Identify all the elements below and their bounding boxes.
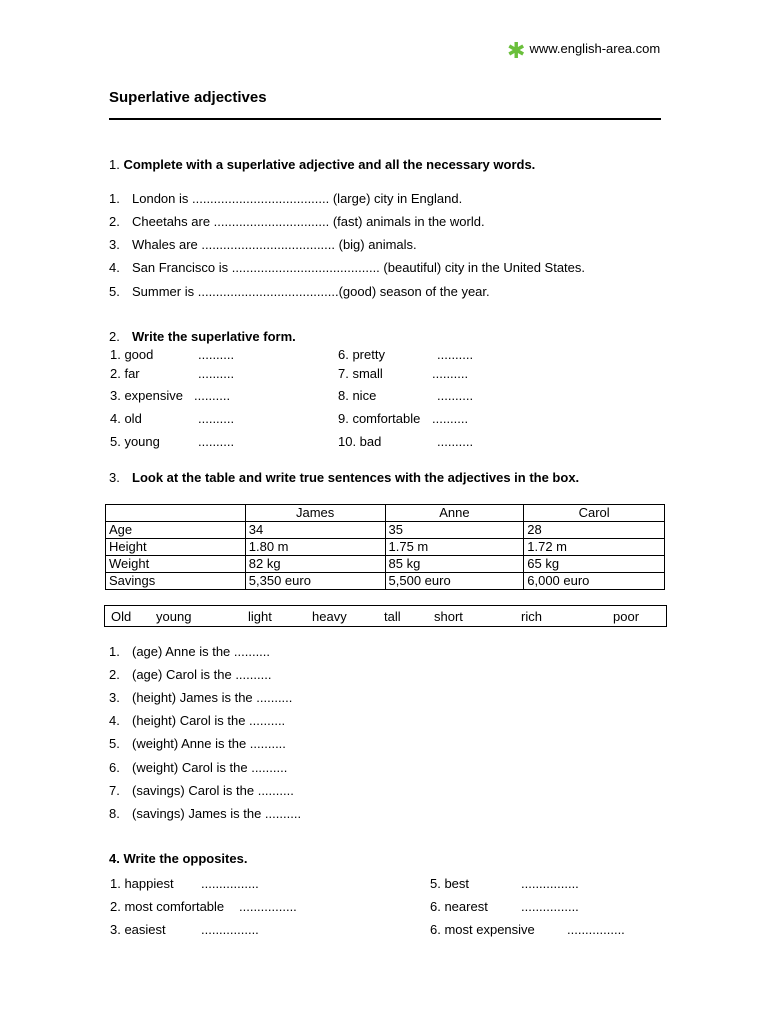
box-word: short xyxy=(434,609,463,624)
table-cell: 1.72 m xyxy=(524,539,665,556)
ex2-blank: .......... xyxy=(437,347,474,362)
table-cell: 35 xyxy=(385,522,524,539)
table-cell: 65 kg xyxy=(524,556,665,573)
ex4-blank: ................ xyxy=(239,899,297,914)
ex3-instruction: Look at the table and write true sentences with the adjectives in the box. xyxy=(132,470,580,485)
box-word: young xyxy=(156,609,192,624)
ex2-word: 6. pretty xyxy=(338,347,385,362)
word-box xyxy=(104,605,667,627)
ex1-item: 4. San Francisco is ......................................... (beautiful) city in the United States. xyxy=(109,260,586,275)
table-cell: 6,000 euro xyxy=(524,573,665,590)
page-title: Superlative adjectives xyxy=(109,89,267,106)
ex2-word: 3. expensive xyxy=(110,388,183,403)
ex2-blank: .......... xyxy=(198,366,235,381)
ex4-blank: ................ xyxy=(201,876,259,891)
ex2-word: 8. nice xyxy=(338,388,377,403)
ex2-heading: 2. Write the superlative form. xyxy=(109,329,296,344)
table-row xyxy=(106,522,665,539)
table-row xyxy=(106,539,665,556)
box-word: tall xyxy=(384,609,401,624)
ex4-word: 6. most expensive xyxy=(430,922,535,937)
box-word: rich xyxy=(521,609,542,624)
ex1-item: 5. Summer is .......................................(good) season of the year. xyxy=(109,284,490,299)
ex2-word: 9. comfortable xyxy=(338,411,421,426)
ex2-blank: .......... xyxy=(432,366,469,381)
ex1-heading: 1. Complete with a superlative adjective and all the necessary words. xyxy=(109,157,536,172)
site-url: www.english-area.com xyxy=(529,41,661,56)
table-cell: 85 kg xyxy=(385,556,524,573)
ex1-instruction: Complete with a superlative adjective and all the necessary words. xyxy=(123,157,536,172)
ex2-word: 7. small xyxy=(338,366,383,381)
ex2-word: 1. good xyxy=(110,347,154,362)
table-cell: 5,350 euro xyxy=(245,573,385,590)
table-cell: Savings xyxy=(106,573,246,590)
ex2-blank: .......... xyxy=(198,411,235,426)
box-word: heavy xyxy=(312,609,347,624)
table-row xyxy=(106,573,665,590)
site-logo xyxy=(507,38,661,63)
ex3-item: 8. (savings) James is the .......... xyxy=(109,806,302,821)
box-word: Old xyxy=(111,609,132,624)
ex2-blank: .......... xyxy=(194,388,231,403)
ex1-item: 2. Cheetahs are ................................ (fast) animals in the world. xyxy=(109,214,485,229)
ex4-blank: ................ xyxy=(521,876,579,891)
ex3-item: 1. (age) Anne is the .......... xyxy=(109,644,271,659)
table-row xyxy=(106,556,665,573)
table-cell: Weight xyxy=(106,556,246,573)
ex2-blank: .......... xyxy=(437,434,474,449)
ex2-blank: .......... xyxy=(437,388,474,403)
ex4-word: 6. nearest xyxy=(430,899,488,914)
table-header-cell: Anne xyxy=(385,505,524,522)
ex2-word: 5. young xyxy=(110,434,160,449)
table-cell: 1.80 m xyxy=(245,539,385,556)
table-header-cell xyxy=(106,505,246,522)
ex2-blank: .......... xyxy=(432,411,469,426)
ex4-heading: 4. Write the opposites. xyxy=(109,851,248,866)
title-divider xyxy=(109,118,661,120)
ex2-blank: .......... xyxy=(198,347,235,362)
ex2-instruction: Write the superlative form. xyxy=(132,329,296,344)
ex4-word: 3. easiest xyxy=(110,922,166,937)
table-header-cell: Carol xyxy=(524,505,665,522)
table-cell: Age xyxy=(106,522,246,539)
box-word: poor xyxy=(613,609,640,624)
ex2-blank: .......... xyxy=(198,434,235,449)
ex4-word: 1. happiest xyxy=(110,876,174,891)
table-cell: 34 xyxy=(245,522,385,539)
table-cell: Height xyxy=(106,539,246,556)
box-word: light xyxy=(248,609,272,624)
ex4-blank: ................ xyxy=(567,922,625,937)
ex1-item: 1. London is ...................................... (large) city in England. xyxy=(109,191,463,206)
table-cell: 1.75 m xyxy=(385,539,524,556)
ex3-item: 7. (savings) Carol is the .......... xyxy=(109,783,294,798)
ex4-blank: ................ xyxy=(201,922,259,937)
ex2-word: 10. bad xyxy=(338,434,382,449)
ex3-item: 3. (height) James is the .......... xyxy=(109,690,293,705)
ex3-item: 2. (age) Carol is the .......... xyxy=(109,667,272,682)
ex3-item: 4. (height) Carol is the .......... xyxy=(109,713,286,728)
table-cell: 28 xyxy=(524,522,665,539)
ex4-word: 5. best xyxy=(430,876,470,891)
ex4-blank: ................ xyxy=(521,899,579,914)
asterisk-icon: ✱ xyxy=(507,38,526,63)
ex2-word: 2. far xyxy=(110,366,140,381)
ex2-word: 4. old xyxy=(110,411,142,426)
table-header-cell: James xyxy=(245,505,385,522)
ex4-word: 2. most comfortable xyxy=(110,899,225,914)
ex3-heading: 3. Look at the table and write true sentences with the adjectives in the box. xyxy=(109,470,580,485)
ex3-item: 5. (weight) Anne is the .......... xyxy=(109,736,286,751)
table-cell: 5,500 euro xyxy=(385,573,524,590)
ex1-item: 3. Whales are ..................................... (big) animals. xyxy=(109,237,417,252)
ex3-item: 6. (weight) Carol is the .......... xyxy=(109,760,288,775)
data-table xyxy=(105,504,665,590)
table-cell: 82 kg xyxy=(245,556,385,573)
table-header-row xyxy=(106,505,665,522)
